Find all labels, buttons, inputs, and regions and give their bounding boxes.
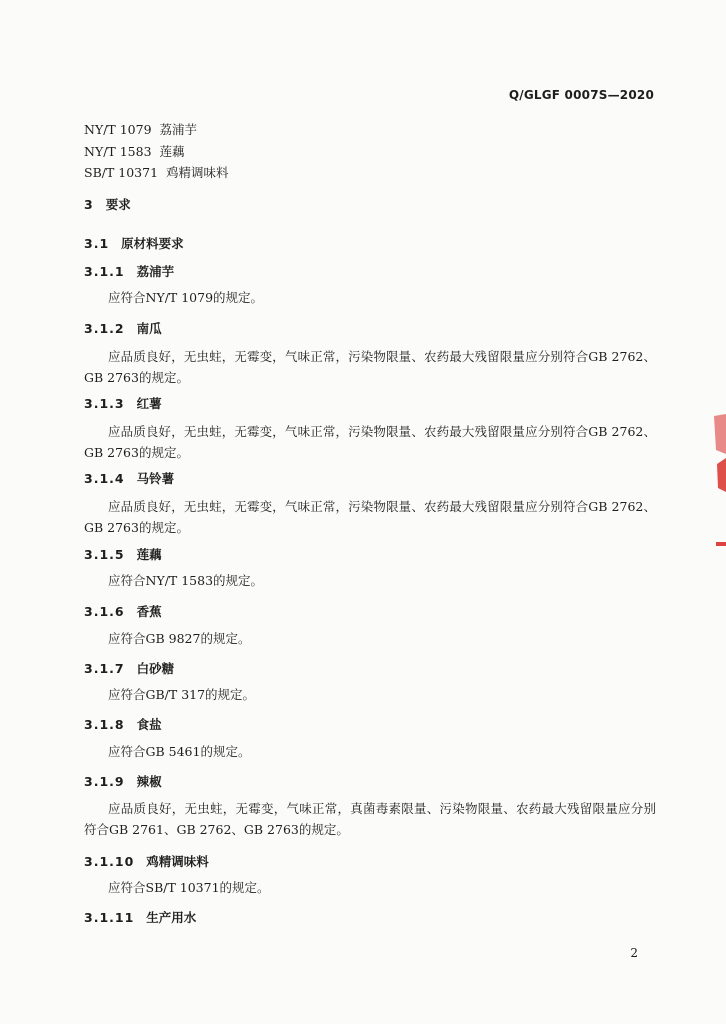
reference-title: 莲藕 — [159, 143, 185, 159]
standard-code: Q/GLGF 0007S—2020 — [508, 88, 654, 102]
clause-text: 应符合NY/T 1583的规定。 — [108, 573, 264, 588]
clause-text: 应品质良好，无虫蛀，无霉变，气味正常，真菌毒素限量、污染物限量、农药最大残留限量应分别符合GB 2761、GB 2762、GB 2763的规定。 — [84, 801, 656, 837]
clause-heading: 3.1.1 荔浦芋 — [84, 264, 175, 279]
clause-heading: 3.1.9 辣椒 — [84, 774, 162, 789]
clause-heading: 3.1.4 马铃薯 — [84, 471, 175, 486]
clause-heading: 3.1.5 莲藕 — [84, 547, 162, 562]
reference-code: NY/T 1583 — [84, 143, 152, 159]
reference-item — [84, 141, 229, 163]
clause-text: 应符合GB 9827的规定。 — [108, 631, 251, 646]
section-heading-3: 3 要求 — [84, 197, 131, 212]
clause-text: 应符合NY/T 1079的规定。 — [108, 290, 264, 305]
clause-text: 应品质良好，无虫蛀，无霉变，气味正常，污染物限量、农药最大残留限量应分别符合GB 2762、GB 2763的规定。 — [84, 499, 656, 535]
reference-code: NY/T 1079 — [84, 122, 152, 137]
clause-heading: 3.1.2 南瓜 — [84, 321, 162, 336]
clause-heading: 3.1.6 香蕉 — [84, 604, 162, 619]
clause-heading: 3.1.7 白砂糖 — [84, 661, 175, 676]
page-number: 2 — [630, 946, 638, 960]
clause-text: 应符合GB/T 317的规定。 — [108, 687, 256, 702]
reference-title: 荔浦芋 — [159, 122, 197, 137]
clause-text: 应品质良好，无虫蛀，无霉变，气味正常，污染物限量、农药最大残留限量应分别符合GB 2762、GB 2763的规定。 — [84, 424, 656, 460]
reference-list — [84, 119, 229, 184]
reference-title: 鸡精调味料 — [166, 165, 229, 180]
clause-text: 应符合GB 5461的规定。 — [108, 744, 251, 759]
clause-text: 应符合SB/T 10371的规定。 — [108, 880, 270, 895]
section-heading-3-1: 3.1 原材料要求 — [84, 236, 184, 251]
clause-text: 应品质良好，无虫蛀，无霉变，气味正常，污染物限量、农药最大残留限量应分别符合GB 2762、GB 2763的规定。 — [84, 349, 656, 385]
clause-heading: 3.1.10 鸡精调味料 — [84, 854, 209, 869]
clause-heading: 3.1.11 生产用水 — [84, 910, 197, 925]
clause-heading: 3.1.8 食盐 — [84, 717, 162, 732]
reference-code: SB/T 10371 — [84, 165, 159, 180]
reference-item — [84, 162, 229, 184]
clause-heading: 3.1.3 红薯 — [84, 396, 162, 411]
seal-fragment — [712, 414, 726, 554]
reference-item — [84, 119, 229, 141]
